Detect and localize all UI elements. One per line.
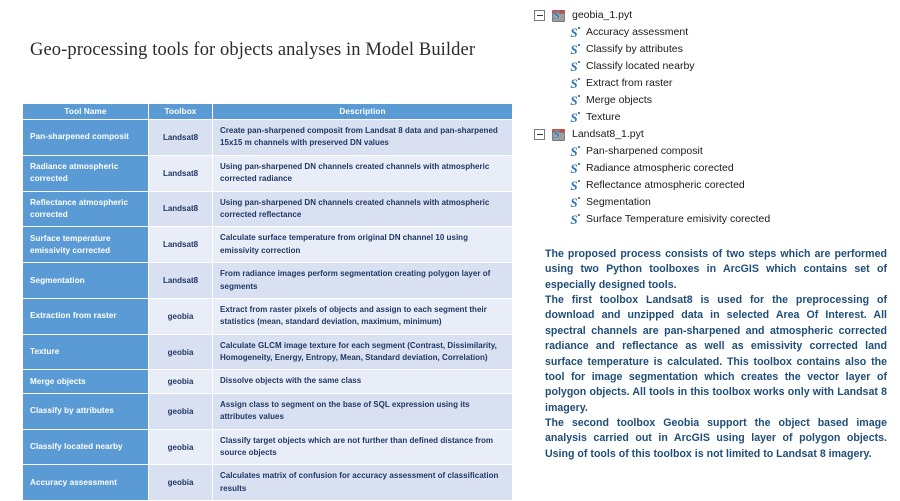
tree-node-toolbox[interactable] xyxy=(530,7,890,24)
description-paragraph: The proposed process consists of two steps which are performed using two Python toolboxes in ArcGIS which contains set of especially designed tools. xyxy=(545,248,887,291)
tree-node-script-tool[interactable] xyxy=(530,58,890,75)
script-tool-icon: S xyxy=(567,162,581,176)
script-tool-icon: S xyxy=(567,60,581,74)
table-row xyxy=(23,370,513,393)
script-tool-icon: S xyxy=(567,196,581,210)
toolbox-icon: S xyxy=(551,9,566,23)
tree-node-label: Segmentation xyxy=(586,196,651,208)
cell-toolbox: geobia xyxy=(149,429,213,465)
cell-tool-name: Classify by attributes xyxy=(23,393,149,429)
tree-node-label: Reflectance atmospheric corected xyxy=(586,179,745,191)
tree-node-script-tool[interactable] xyxy=(530,75,890,92)
tree-node-script-tool[interactable] xyxy=(530,177,890,194)
tree-node-script-tool[interactable] xyxy=(530,143,890,160)
cell-tool-name: Surface temperature emissivity corrected xyxy=(23,227,149,263)
tree-node-script-tool[interactable] xyxy=(530,24,890,41)
table-body xyxy=(23,120,513,501)
tree-node-script-tool[interactable] xyxy=(530,109,890,126)
script-tool-icon: S xyxy=(567,77,581,91)
tree-node-label: geobia_1.pyt xyxy=(572,9,633,21)
table-row xyxy=(23,155,513,191)
collapse-expander-icon[interactable] xyxy=(534,129,545,140)
cell-toolbox: geobia xyxy=(149,334,213,370)
cell-toolbox: geobia xyxy=(149,393,213,429)
tree-node-label: Classify by attributes xyxy=(586,43,683,55)
cell-toolbox: Landsat8 xyxy=(149,155,213,191)
table-row xyxy=(23,393,513,429)
cell-description: Calculate surface temperature from original DN channel 10 using emissivity correction xyxy=(213,227,513,263)
table-header xyxy=(23,104,513,120)
tree-node-label: Landsat8_1.pyt xyxy=(572,128,644,140)
cell-description: Dissolve objects with the same class xyxy=(213,370,513,393)
script-tool-icon: S xyxy=(567,179,581,193)
column-header-tool-name: Tool Name xyxy=(23,104,149,120)
cell-description: Create pan-sharpened composit from Landsat 8 data and pan-sharpened 15x15 m channels with preserved DN values xyxy=(213,120,513,156)
table-row xyxy=(23,334,513,370)
tools-table xyxy=(22,103,513,501)
script-tool-icon: S xyxy=(567,145,581,159)
cell-description: Calculate GLCM image texture for each segment (Contrast, Dissimilarity, Homogeneity, Energy, Entropy, Mean, Standard deviation, Correlation) xyxy=(213,334,513,370)
cell-description: Classify target objects which are not further than defined distance from source objects xyxy=(213,429,513,465)
tree-node-script-tool[interactable] xyxy=(530,41,890,58)
cell-toolbox: geobia xyxy=(149,465,213,501)
cell-tool-name: Reflectance atmospheric corrected xyxy=(23,191,149,227)
cell-toolbox: geobia xyxy=(149,298,213,334)
table-row xyxy=(23,263,513,299)
right-content-column xyxy=(524,0,900,497)
cell-tool-name: Classify located nearby xyxy=(23,429,149,465)
toolbox-icon: S xyxy=(551,128,566,142)
description-paragraph: The first toolbox Landsat8 is used for the preprocessing of download and unzipped data in selected Area Of Interest. All spectral channels are pan-sharpened and atmospheric corrected radiance and reflectance as well as emissivity corrected land surface temperature is calculated. This toolbox contains also the tool for image segmentation which creates the vector layer of polygon objects. All tools in this toolbox works only with Landsat 8 imagery. xyxy=(545,294,887,414)
column-header-toolbox: Toolbox xyxy=(149,104,213,120)
table-row xyxy=(23,191,513,227)
cell-toolbox: geobia xyxy=(149,370,213,393)
cell-description: From radiance images perform segmentation creating polygon layer of segments xyxy=(213,263,513,299)
description-block xyxy=(545,247,887,462)
page-title: Geo-processing tools for objects analyses in Model Builder xyxy=(30,40,476,60)
cell-description: Calculates matrix of confusion for accuracy assessment of classification results xyxy=(213,465,513,501)
cell-tool-name: Texture xyxy=(23,334,149,370)
tree-node-label: Classify located nearby xyxy=(586,60,695,72)
tree-node-label: Surface Temperature emisivity corected xyxy=(586,213,771,225)
tree-node-label: Accuracy assessment xyxy=(586,26,689,38)
cell-tool-name: Segmentation xyxy=(23,263,149,299)
cell-toolbox: Landsat8 xyxy=(149,263,213,299)
tree-node-script-tool[interactable] xyxy=(530,92,890,109)
table-header-row xyxy=(23,104,513,120)
table-row xyxy=(23,465,513,501)
tree-node-label: Texture xyxy=(586,111,621,123)
cell-tool-name: Extraction from raster xyxy=(23,298,149,334)
tree-node-label: Merge objects xyxy=(586,94,652,106)
description-paragraph: The second toolbox Geobia support the object based image analysis carried out in ArcGIS using layer of polygon objects. Using of tools of this toolbox is not limited to Landsat 8 imagery. xyxy=(545,416,887,460)
script-tool-icon: S xyxy=(567,213,581,227)
toolbox-tree[interactable] xyxy=(530,7,890,228)
cell-tool-name: Merge objects xyxy=(23,370,149,393)
cell-tool-name: Pan-sharpened composit xyxy=(23,120,149,156)
cell-description: Extract from raster pixels of objects and assign to each segment their statistics (mean, standard deviation, maximum, minimum) xyxy=(213,298,513,334)
cell-toolbox: Landsat8 xyxy=(149,191,213,227)
table-row xyxy=(23,429,513,465)
cell-tool-name: Radiance atmospheric corrected xyxy=(23,155,149,191)
cell-toolbox: Landsat8 xyxy=(149,120,213,156)
cell-tool-name: Accuracy assessment xyxy=(23,465,149,501)
tree-node-script-tool[interactable] xyxy=(530,160,890,177)
tree-node-label: Pan-sharpened composit xyxy=(586,145,703,157)
cell-description: Assign class to segment on the base of SQL expression using its attributes values xyxy=(213,393,513,429)
column-header-description: Description xyxy=(213,104,513,120)
tree-node-label: Radiance atmospheric corected xyxy=(586,162,734,174)
table-row xyxy=(23,298,513,334)
script-tool-icon: S xyxy=(567,94,581,108)
script-tool-icon: S xyxy=(567,26,581,40)
script-tool-icon: S xyxy=(567,43,581,57)
table-row xyxy=(23,227,513,263)
script-tool-icon: S xyxy=(567,111,581,125)
cell-toolbox: Landsat8 xyxy=(149,227,213,263)
collapse-expander-icon[interactable] xyxy=(534,10,545,21)
tree-node-toolbox[interactable] xyxy=(530,126,890,143)
tree-node-script-tool[interactable] xyxy=(530,194,890,211)
table-row xyxy=(23,120,513,156)
cell-description: Using pan-sharpened DN channels created channels with atmospheric corrected radiance xyxy=(213,155,513,191)
tree-node-script-tool[interactable] xyxy=(530,211,890,228)
cell-description: Using pan-sharpened DN channels created channels with atmospheric corrected reflectance xyxy=(213,191,513,227)
tree-node-label: Extract from raster xyxy=(586,77,673,89)
